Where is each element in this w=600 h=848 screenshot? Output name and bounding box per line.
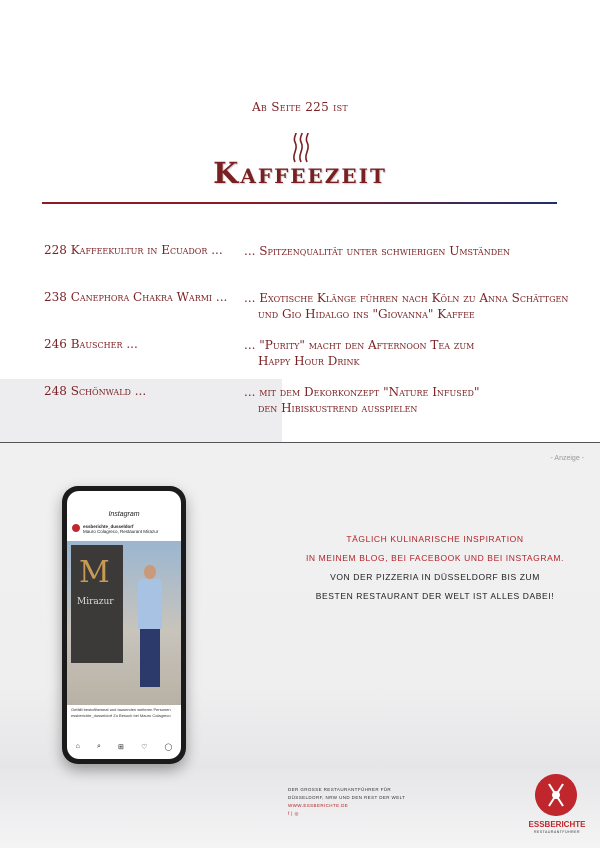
- section-intro: Ab Seite 225 ist: [251, 100, 349, 114]
- section-title: Kaffeezeit: [213, 156, 387, 190]
- toc-entry-description: [244, 337, 584, 369]
- social-icons: f | ◎: [288, 811, 299, 816]
- toc-entry-title: 228 Kaffeekultur in Ecuador ...: [44, 243, 223, 257]
- restaurant-sign: [71, 545, 123, 663]
- toc-entry-title: 248 Schönwald ...: [44, 384, 147, 398]
- heart-icon: ♡: [141, 744, 148, 751]
- logo-subtitle: RESTAURANTFÜHRER: [533, 830, 581, 834]
- person-figure: [135, 565, 165, 691]
- person-head: [144, 565, 156, 579]
- ad-line: IN MEINEM BLOG, BEI FACEBOOK UND BEI INSTAGRAM.: [305, 553, 565, 563]
- ad-footer: [288, 786, 405, 818]
- ad-copy: [300, 530, 570, 606]
- toc-desc-line: ... Spitzenqualität unter schwierigen Umständen: [244, 244, 510, 258]
- logo-name: ESSBERICHTE: [528, 820, 586, 829]
- ad-line: BESTEN RESTAURANT DER WELT IST ALLES DABEI!: [315, 591, 555, 601]
- toc-desc-line: den Hibiskustrend ausspielen: [258, 401, 418, 415]
- toc-entry-title: 246 Bauscher ...: [44, 337, 138, 351]
- add-post-icon: ⊞: [118, 744, 124, 751]
- footer-line: DÜSSELDORF, NRW UND DEN REST DER WELT: [288, 795, 406, 800]
- toc-entry-title: 238 Canephora Chakra Warmi ...: [44, 290, 228, 304]
- title-rule: [42, 202, 557, 204]
- ad-line: VON DER PIZZERIA IN DÜSSELDORF BIS ZUM: [330, 572, 540, 582]
- instagram-photo: [67, 541, 181, 705]
- instagram-location: Mauro Colagreco, Restaurant Mirazur: [83, 529, 159, 534]
- toc-entry-description: [244, 290, 584, 322]
- phone-screen: [67, 491, 181, 759]
- search-icon: ⌕: [96, 743, 101, 750]
- profile-icon: ◯: [164, 744, 173, 751]
- website-link[interactable]: WWW.ESSBERICHTE.DE: [288, 803, 349, 808]
- ad-label: - Anzeige -: [550, 455, 584, 462]
- instagram-user: [83, 524, 158, 534]
- sign-name: Mirazur: [77, 597, 114, 607]
- ad-line: TÄGLICH KULINARISCHE INSPIRATION: [346, 534, 524, 544]
- home-icon: ⌂: [75, 743, 80, 750]
- toc-entry-description: [244, 384, 584, 416]
- instagram-caption: [71, 707, 177, 719]
- instagram-nav: [67, 743, 181, 751]
- toc-entry-description: [244, 243, 584, 259]
- instagram-header: Instagram: [108, 511, 140, 518]
- essberichte-logo: [535, 774, 577, 816]
- toc-desc-line: und Gio Hidalgo ins "Giovanna" Kaffee: [258, 307, 475, 321]
- footer-line: DER GROSSE RESTAURANTFÜHRER FÜR: [288, 787, 392, 792]
- instagram-username: essberichte_dusseldorf: [83, 524, 134, 529]
- toc-desc-line: ... Exotische Klänge führen nach Köln zu Anna Schättgen: [244, 291, 569, 305]
- person-pants: [140, 629, 160, 687]
- likes-line: Gefällt bestoftheweat und tausenden weiteren Personen: [71, 707, 171, 712]
- sign-letter: M: [79, 555, 110, 590]
- smartphone-image: [62, 486, 186, 764]
- avatar: [72, 524, 80, 532]
- toc-desc-line: Happy Hour Drink: [258, 354, 360, 368]
- person-shirt: [138, 579, 162, 629]
- toc-desc-line: ... mit dem Dekorkonzept "Nature Infused": [244, 385, 480, 399]
- caption-line: essberichte_dusseldorf Zu Besuch bei Mauro Colagreco: [71, 713, 171, 718]
- toc-desc-line: ... "Purity" macht den Afternoon Tea zum: [244, 338, 475, 352]
